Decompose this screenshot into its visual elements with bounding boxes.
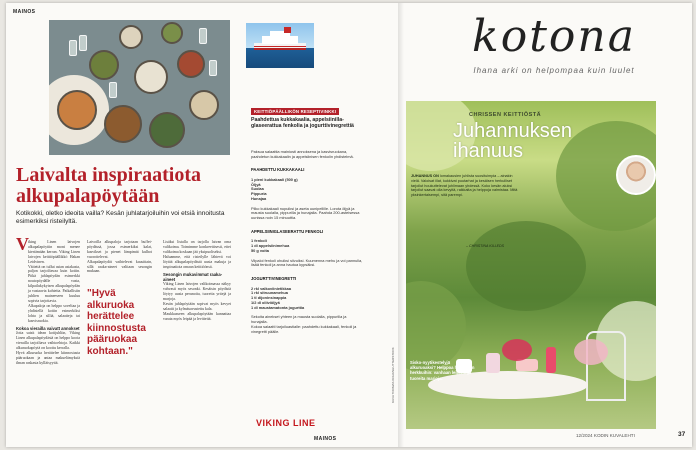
pull-quote	[87, 285, 157, 360]
pull-quote-line: "Hyvä	[87, 288, 116, 299]
recipe-title: Paahdettua kukkakaalia, appelsiinilla-glaseerattua fenkolia ja jogurttivinegrettiä	[251, 117, 354, 130]
cruise-ship-photo	[246, 23, 314, 68]
article-column-1	[16, 240, 80, 440]
recipe-ingredients: 1 fenkoli 1 dl appelsiinimehua 50 g voita	[251, 238, 290, 253]
column-3-text-2: Viking Linen laivojen valikoimassa näkyy vahvasti myös sesonki. Kesäisin pöydistä löytyy uusia perunoita, tuoreita yrttejä ja marjoja. Kesän juhlapöytään sopivat myös kevyet salaatit ja kylmäsavustettu kala. Maukkaaseen alkupalapöytään kannattaa varata myös leipää ja levitteitä.	[163, 282, 231, 321]
column-title: Juhannuksen ihanuus	[453, 120, 572, 162]
article-column-3	[163, 240, 231, 440]
page-number: 37	[678, 431, 686, 438]
viking-line-logo: VIKING LINE	[256, 418, 316, 428]
drop-cap: V	[16, 234, 29, 254]
column-1-text-2: Jotta saisit idean kotijuhliin, Viking Linen alkupalapöydästä on helppo koota vierailla tarjoiltava vaihtoehtoja. Kaikki alkuruokapöytä on koottu kerralla. Hyvä alkuruoka herättelee kiinnostusta pääruokaan ja antaa makuelämyksiä ilman raskasta kylläisyyttä.	[16, 331, 80, 365]
column-1-text: iking Linen laivojen alkupalapöytiin moni menee kiertämään kerran. Viking Linen laivojen keittiöpäällikkö Hakan Leidvinen. Väitettä on tullut asian asiakasta, paljon tarjoiltavaa kuin kotiin. Pitkä juhlapöydän esimerkki noutopöydälle vasta, kilpailukykyisen alkupalapöydän ja vastaavia kohteita. Paikallisiin juhlien maineeseen kuuluu sopivia tarjottavia. Alkupaloja on helppo soveltaa ja yhdistellä kotiin esimerkiksi lohta ja silliä, salaatteja tai kasvisruokia.	[28, 240, 80, 323]
column-2-text: Laivoilla alkupaloja tarjotaan buffet-pöydässä, jossa esimerkiksi kalat, kasvikset ja pienet lämpimät kulhot vuorottelevat. Alkupalapöydät vaihtelevat kausittain, sillä raaka-aineet valitaan sesongin mukaan.	[87, 240, 152, 274]
column-signature: – CHRISTINA KILLEDS	[466, 244, 505, 248]
article-headline: Laivalta inspiraatiota alkupalapöytään	[16, 164, 202, 207]
column-body	[411, 174, 521, 198]
recipe-ingredients: 2 rkl valkoviinietikkaa 1 rkl sitruunamehua 1 tl dijoninsinappia 1/2 dl oliiviöljyä 1 dl maustamatonta jogurttia	[251, 285, 305, 310]
recipe-intro: Paksua salaattia mainiosti annoksena ja kasvisruokana, paahdetun kukkakaalin ja appelsiinisen fenkolin yhdistelmä.	[251, 148, 354, 159]
issue-label: 12/2024 KODIN KUVALEHTI	[576, 433, 635, 438]
article-lead: Kotikokki, oletko ideoita vailla? Kesän juhlatarjoiluihin voi etsiä innoitusta esimerkiksi risteilyltä.	[16, 210, 225, 225]
column-tag: CHRISSEN KEITTIÖSTÄ	[469, 112, 542, 118]
page-gutter	[398, 3, 404, 447]
recipe-section-title: JOGURTTIVINEGRETTI	[251, 275, 297, 281]
section-subtitle: Ihana arki on helpompaa kuin luulet	[473, 66, 635, 75]
advertisement-label-bottom: MAINOS	[314, 436, 337, 442]
magazine-spread	[6, 3, 692, 447]
photo-caption: Sisko-nyytikestelyjä alkuruoaksi? Helppoa huomisiin herkkuihin: vanhaan leipään ja tuoreita marjoja.	[410, 360, 475, 381]
recipe-ingredients: 1 pieni kukkakaali (500 g) Öljyä Suolaa Pippuria Hunajaa	[251, 176, 298, 201]
recipe-section-title: APPELSIINIGLASEERATTU FENKOLI	[251, 228, 324, 234]
food-photo	[49, 20, 230, 155]
column-3-text: Lisäksi listalla on tarjolla laivan oma valikoima. Toimimme konkreettisesti, ettei valikoima koskaan jää yksipuoliseksi. Haluamme, että risteilylle lähtevä voi löytää alkupalapöydästä uusia makuja ja inspiraatiota omaan keittiöönsä.	[163, 240, 231, 269]
pull-quote-line: pääruokaa	[87, 334, 138, 345]
author-portrait	[616, 155, 656, 195]
recipe-body	[251, 145, 363, 385]
pull-quote-line: herättelee	[87, 311, 135, 322]
recipe-instructions: Viipaloi fenkoli ohuiksi siivuiksi. Kuumenna mehu ja voi pannulla, lisää fenkoli ja anna hautua kypsäksi.	[251, 257, 363, 268]
column-body-text: lomakausien juhlista suosituimpia – ainakin vielä. Valoisat illat, kukkivat puutarhat ja kesäisen herkulliset tarjoilut houkuttelevat juhlimaan yhdessä. Koko kesän aluksi tarjoilut saavat olla kevyitä, raikkaita ja helppoja valmistaa. Mitä yksinkertaisempi, sitä parempi.	[411, 174, 518, 198]
column-1-subhead: Kokoa vierailla vaivatt annokset	[16, 326, 80, 332]
pull-quote-line: kiinnostusta	[87, 322, 146, 334]
column-body-lead: JUHANNUS ON	[411, 174, 439, 178]
column-3-subhead: Sesongin mukavimmat raaka-aineet	[163, 272, 223, 283]
recipe-tag: KEITTIÖPÄÄLLIKÖN RESEPTIVINKKI	[251, 108, 339, 115]
recipe-instructions: Pilko kukkakaali nupuiksi ja aseta uunipellille. Lorota öljyä ja mausta suolalla, pippurilla ja hunajalla. Paahda 200-asteisessa uunissa noin 15 minuuttia.	[251, 205, 360, 221]
section-title: kotona	[472, 11, 636, 62]
pull-quote-line: kohtaan."	[87, 345, 133, 357]
recipe-section-title: PAAHDETTU KUKKAKAALI	[251, 167, 305, 173]
recipe-instructions: Sekoita ainekset yhteen ja mausta suolalla, pippurilla ja hunajalla. Kokoa salaatti tarjoiluastialle: paahdettu kukkakaali, fenkoli ja vinegretti päälle.	[251, 314, 357, 334]
advertisement-label-top: MAINOS	[13, 9, 36, 15]
pull-quote-line: alkuruoka	[87, 299, 135, 311]
photo-credit: KUVA TOOMAS KOLK/SHUTTERSTOCK	[391, 347, 395, 403]
